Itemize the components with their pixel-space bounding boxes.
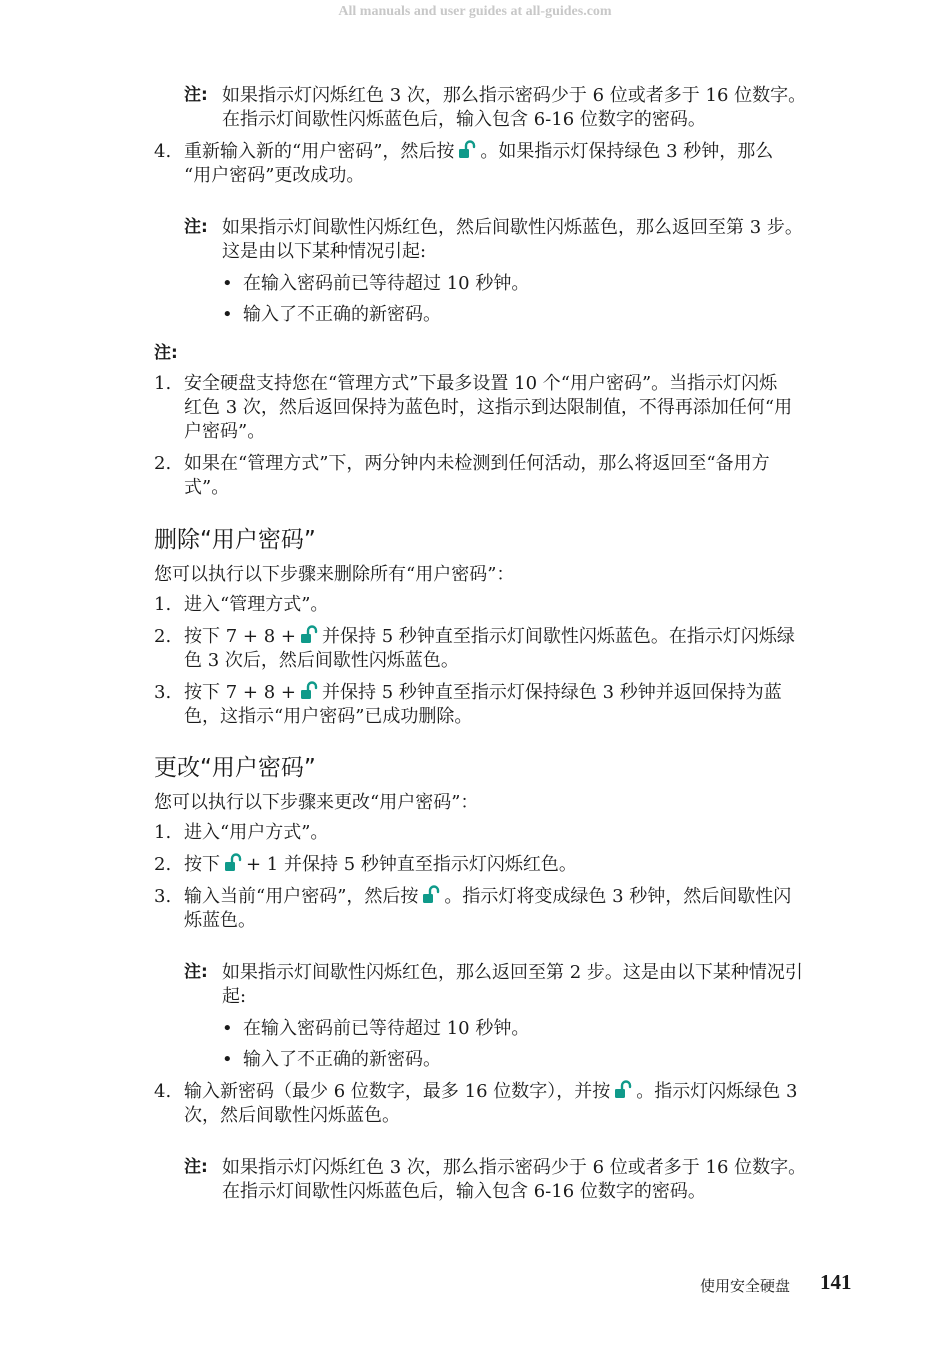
bullet: • bbox=[222, 273, 233, 294]
section-heading: 删除“用户密码” bbox=[154, 527, 316, 553]
step-text: 进入“用户方式”。 bbox=[184, 822, 329, 843]
unlock-icon bbox=[224, 853, 242, 873]
step-number: 2. bbox=[154, 854, 172, 875]
step-text: 按下 7 + 8 + 并保持 5 秒钟直至指示灯保持绿色 3 秒钟并返回保持为蓝 bbox=[184, 682, 782, 703]
unlock-icon bbox=[300, 681, 318, 701]
section-intro: 您可以执行以下步骤来删除所有“用户密码”： bbox=[154, 564, 515, 585]
note-line: 如果指示灯闪烁红色 3 次，那么指示密码少于 6 位或者多于 16 位数字。 bbox=[222, 1157, 807, 1178]
step-text: 色 3 次后，然后间歇性闪烁蓝色。 bbox=[184, 650, 459, 671]
note-item-line: 安全硬盘支持您在“管理方式”下最多设置 10 个“用户密码”。当指示灯闪烁 bbox=[184, 373, 778, 394]
note-line: 如果指示灯间歇性闪烁红色，然后间歇性闪烁蓝色，那么返回至第 3 步。 bbox=[222, 217, 803, 238]
bullet-item: 在输入密码前已等待超过 10 秒钟。 bbox=[243, 273, 530, 294]
step-text: 色，这指示“用户密码”已成功删除。 bbox=[184, 706, 473, 727]
step-text: 重新输入新的“用户密码”，然后按 。如果指示灯保持绿色 3 秒钟，那么 bbox=[184, 141, 774, 162]
unlock-icon bbox=[300, 625, 318, 645]
note-number: 2. bbox=[154, 453, 172, 474]
step-text: 输入当前“用户密码”，然后按 。指示灯将变成绿色 3 秒钟，然后间歇性闪 bbox=[184, 886, 792, 907]
note-item-line: 式”。 bbox=[184, 477, 230, 498]
step-text: 烁蓝色。 bbox=[184, 910, 256, 931]
section-heading: 更改“用户密码” bbox=[154, 755, 316, 781]
bullet: • bbox=[222, 1018, 233, 1039]
unlock-icon bbox=[422, 885, 440, 905]
step-text: 按下 + 1 并保持 5 秒钟直至指示灯闪烁红色。 bbox=[184, 854, 577, 875]
note-item-line: 红色 3 次，然后返回保持为蓝色时，这指示到达限制值，不得再添加任何“用 bbox=[184, 397, 793, 418]
step-number: 4. bbox=[154, 141, 172, 162]
note-label: 注: bbox=[184, 962, 208, 982]
note-item-line: 如果在“管理方式”下，两分钟内未检测到任何活动，那么将返回至“备用方 bbox=[184, 453, 770, 474]
bullet-item: 输入了不正确的新密码。 bbox=[243, 1049, 441, 1070]
note-line: 如果指示灯闪烁红色 3 次，那么指示密码少于 6 位或者多于 16 位数字。 bbox=[222, 85, 807, 106]
step-number: 3. bbox=[154, 886, 172, 907]
bullet: • bbox=[222, 304, 233, 325]
unlock-icon bbox=[458, 140, 476, 160]
step-text: 次，然后间歇性闪烁蓝色。 bbox=[184, 1105, 400, 1126]
note-line: 起: bbox=[222, 986, 247, 1007]
note-line: 在指示灯间歇性闪烁蓝色后，输入包含 6-16 位数字的密码。 bbox=[222, 1181, 706, 1202]
step-text: 进入“管理方式”。 bbox=[184, 594, 329, 615]
note-line: 如果指示灯间歇性闪烁红色，那么返回至第 2 步。这是由以下某种情况引 bbox=[222, 962, 803, 983]
note-label: 注: bbox=[184, 217, 208, 237]
step-number: 4. bbox=[154, 1081, 172, 1102]
note-line: 在指示灯间歇性闪烁蓝色后，输入包含 6-16 位数字的密码。 bbox=[222, 109, 706, 130]
bullet-item: 在输入密码前已等待超过 10 秒钟。 bbox=[243, 1018, 530, 1039]
note-label: 注: bbox=[184, 85, 208, 105]
page-number: 141 bbox=[820, 1270, 852, 1294]
step-number: 2. bbox=[154, 626, 172, 647]
note-line: 这是由以下某种情况引起: bbox=[222, 241, 427, 262]
watermark: All manuals and user guides at all-guides.com bbox=[338, 4, 612, 19]
note-item-line: 户密码”。 bbox=[184, 421, 266, 442]
step-number: 1. bbox=[154, 822, 172, 843]
notes-label: 注: bbox=[154, 343, 178, 363]
note-label: 注: bbox=[184, 1157, 208, 1177]
step-text: 按下 7 + 8 + 并保持 5 秒钟直至指示灯间歇性闪烁蓝色。在指示灯闪烁绿 bbox=[184, 626, 795, 647]
step-text: 输入新密码（最少 6 位数字，最多 16 位数字），并按 。指示灯闪烁绿色 3 bbox=[184, 1081, 798, 1102]
step-text: “用户密码”更改成功。 bbox=[184, 165, 365, 186]
footer-chapter: 使用安全硬盘 bbox=[700, 1277, 791, 1295]
bullet-item: 输入了不正确的新密码。 bbox=[243, 304, 441, 325]
bullet: • bbox=[222, 1049, 233, 1070]
step-number: 1. bbox=[154, 594, 172, 615]
note-number: 1. bbox=[154, 373, 172, 394]
step-number: 3. bbox=[154, 682, 172, 703]
unlock-icon bbox=[614, 1080, 632, 1100]
section-intro: 您可以执行以下步骤来更改“用户密码”： bbox=[154, 792, 479, 813]
